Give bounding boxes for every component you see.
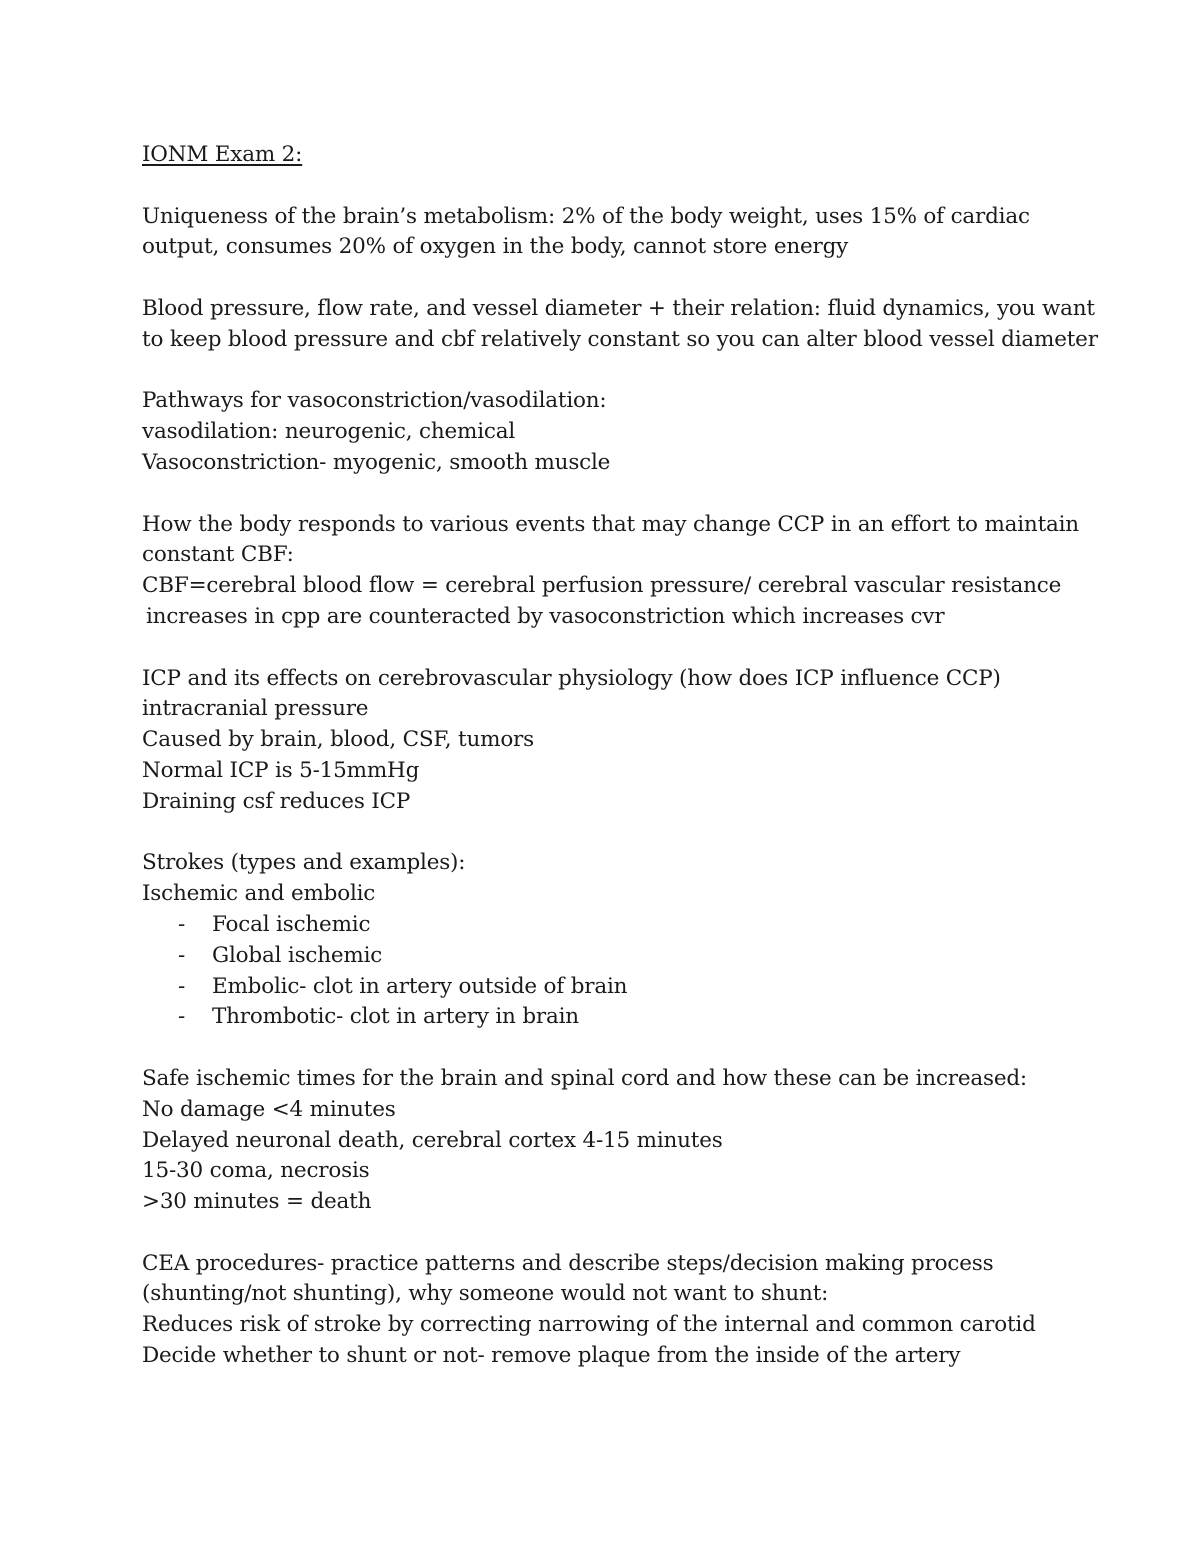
list-item-text: Thrombotic- clot in artery in brain [212, 1004, 579, 1030]
document-title: IONM Exam 2: [142, 142, 303, 167]
text-line: CEA procedures- practice patterns and describe steps/decision making process [142, 1250, 994, 1276]
text-line: Draining csf reduces ICP [142, 788, 411, 814]
stroke-types-list [142, 910, 1072, 1033]
text-line: Safe ischemic times for the brain and spinal cord and how these can be increased: [142, 1065, 1027, 1091]
text-line: Decide whether to shunt or not- remove plaque from the inside of the artery [142, 1343, 961, 1369]
text-line: output, consumes 20% of oxygen in the body, cannot store energy [142, 234, 849, 260]
text-line: increases in cpp are counteracted by vasoconstriction which increases cvr [146, 603, 945, 629]
text-line: ICP and its effects on cerebrovascular physiology (how does ICP influence CCP) [142, 665, 1001, 691]
text-line: Strokes (types and examples): [142, 850, 466, 876]
text-line: Uniqueness of the brain’s metabolism: 2% of the body weight, uses 15% of cardiac [142, 203, 1030, 229]
text-line: constant CBF: [142, 542, 294, 568]
list-item-text: Global ischemic [212, 942, 383, 968]
dash-bullet: - [178, 942, 186, 968]
list-item [142, 972, 1072, 1003]
text-line: intracranial pressure [142, 696, 369, 722]
text-line: >30 minutes = death [142, 1189, 372, 1215]
section-strokes [142, 848, 1072, 1033]
text-line: Caused by brain, blood, CSF, tumors [142, 727, 534, 753]
section-brain-metabolism [142, 202, 1072, 264]
text-line: CBF=cerebral blood flow = cerebral perfusion pressure/ cerebral vascular resistance [142, 573, 1062, 599]
section-ischemic-times [142, 1064, 1072, 1218]
list-item-text: Embolic- clot in artery outside of brain [212, 973, 628, 999]
section-icp [142, 664, 1072, 818]
section-fluid-dynamics [142, 294, 1098, 356]
text-line: 15-30 coma, necrosis [142, 1158, 370, 1184]
text-line: Vasoconstriction- myogenic, smooth muscle [142, 449, 611, 475]
section-cea-procedures [142, 1249, 1072, 1372]
text-line: to keep blood pressure and cbf relatively constant so you can alter blood vessel diameter [142, 326, 1098, 352]
text-line: Delayed neuronal death, cerebral cortex 4-15 minutes [142, 1127, 723, 1153]
list-item-text: Focal ischemic [212, 911, 371, 937]
text-line: Pathways for vasoconstriction/vasodilation: [142, 388, 607, 414]
text-line: Normal ICP is 5-15mmHg [142, 757, 420, 783]
list-item [142, 1002, 1072, 1033]
list-item [142, 941, 1072, 972]
dash-bullet: - [178, 911, 186, 937]
section-cbf-response [142, 510, 1079, 633]
text-line: Ischemic and embolic [142, 881, 376, 907]
text-line: No damage <4 minutes [142, 1096, 396, 1122]
text-line: vasodilation: neurogenic, chemical [142, 419, 516, 445]
text-line: (shunting/not shunting), why someone would not want to shunt: [142, 1281, 829, 1307]
section-vaso-pathways [142, 386, 1072, 478]
text-line: How the body responds to various events that may change CCP in an effort to maintain [142, 511, 1079, 537]
text-line: Reduces risk of stroke by correcting narrowing of the internal and common carotid [142, 1312, 1036, 1338]
text-line: Blood pressure, flow rate, and vessel diameter + their relation: fluid dynamics, you want [142, 295, 1095, 321]
dash-bullet: - [178, 973, 186, 999]
dash-bullet: - [178, 1004, 186, 1030]
list-item [142, 910, 1072, 941]
document-page [142, 140, 1098, 1403]
